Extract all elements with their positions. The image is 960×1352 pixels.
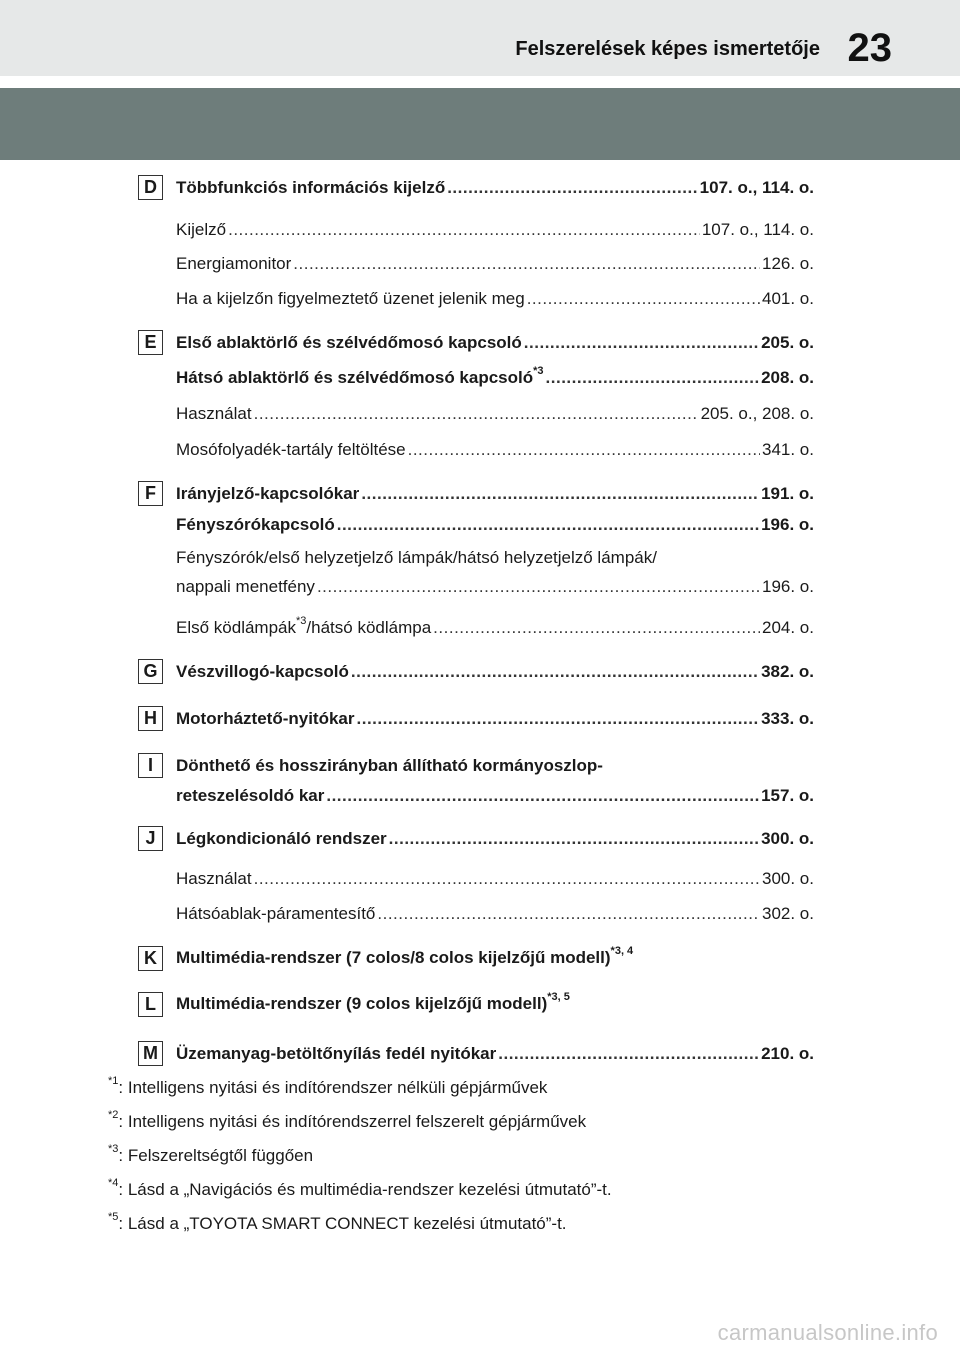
page-number: 23 [847, 26, 892, 70]
watermark: carmanualsonline.info [717, 1320, 938, 1345]
index-entry: Hátsóablak-páramentesítő ..... 302. o. [176, 902, 814, 926]
index-entry: Kijelző ..... 107. o., 114. o. [176, 218, 814, 242]
index-entry: Első ködlámpák$^{*3}$/hátsó ködlámpa ..... 204. o. [176, 616, 814, 640]
index-entry: Ha a kijelzőn figyelmeztető üzenet jelenik meg ..... 401. o. [176, 287, 814, 311]
header-band [0, 88, 960, 160]
footnote: $^{*4}$: Lásd a „Navigációs és multimédia-rendszer kezelési útmutató”-t. [108, 1177, 612, 1199]
index-entry: Vészvillogó-kapcsoló ..... 382. o. [176, 660, 814, 684]
section-label-f: F [138, 481, 163, 506]
section-label-e: E [138, 330, 163, 355]
index-entry: Hátsó ablaktörlő és szélvédőmosó kapcsoló$^{*3}$ ..... 208. o. [176, 366, 814, 390]
index-entry: Multimédia-rendszer (9 colos kijelzőjű modell)$^{*3, 5}$ [176, 991, 570, 1013]
section-label-d: D [138, 175, 163, 200]
section-label-i: I [138, 753, 163, 778]
section-label-m: M [138, 1041, 163, 1066]
section-label-k: K [138, 946, 163, 971]
section-label-h: H [138, 706, 163, 731]
index-entry: reteszelésoldó kar ..... 157. o. [176, 784, 814, 808]
footnote: $^{*1}$: Intelligens nyitási és indítórendszer nélküli gépjárművek [108, 1075, 548, 1097]
index-entry-line: Fényszórók/első helyzetjelző lámpák/hátsó helyzetjelző lámpák/ [176, 548, 657, 567]
index-entry-line: Dönthető és hosszirányban állítható kormányoszlop- [176, 756, 603, 775]
index-entry: Irányjelző-kapcsolókar ..... 191. o. [176, 482, 814, 506]
index-entry: Használat ..... 300. o. [176, 867, 814, 891]
section-label-j: J [138, 826, 163, 851]
page-title: Felszerelések képes ismertetője [515, 38, 820, 60]
index-entry: Használat ..... 205. o., 208. o. [176, 402, 814, 426]
index-entry: Energiamonitor ..... 126. o. [176, 252, 814, 276]
index-entry: Fényszórókapcsoló ..... 196. o. [176, 513, 814, 537]
index-entry: Első ablaktörlő és szélvédőmosó kapcsoló ..... 205. o. [176, 331, 814, 355]
index-entry: Motorháztető-nyitókar ..... 333. o. [176, 707, 814, 731]
index-entry: Multimédia-rendszer (7 colos/8 colos kijelzőjű modell)$^{*3, 4}$ [176, 945, 634, 967]
section-label-l: L [138, 992, 163, 1017]
section-label-g: G [138, 659, 163, 684]
footnote: $^{*5}$: Lásd a „TOYOTA SMART CONNECT kezelési útmutató”-t. [108, 1211, 567, 1233]
footnote: $^{*3}$: Felszereltségtől függően [108, 1143, 314, 1165]
index-entry: Üzemanyag-betöltőnyílás fedél nyitókar ..... 210. o. [176, 1042, 814, 1066]
index-entry: Többfunkciós információs kijelző ..... 107. o., 114. o. [176, 176, 814, 200]
index-entry: nappali menetfény ..... 196. o. [176, 575, 814, 599]
footnote: $^{*2}$: Intelligens nyitási és indítórendszerrel felszerelt gépjárművek [108, 1109, 587, 1131]
index-entry: Légkondicionáló rendszer ..... 300. o. [176, 827, 814, 851]
index-entry: Mosófolyadék-tartály feltöltése ..... 341. o. [176, 438, 814, 462]
